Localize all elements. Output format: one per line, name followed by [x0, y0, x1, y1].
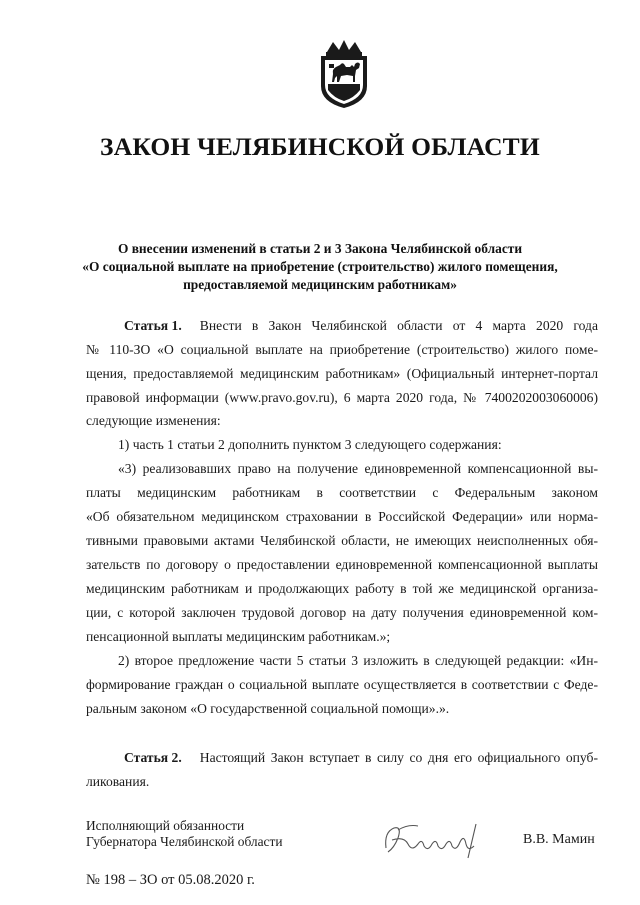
- subtitle-line: «О социальной выплате на приобретение (строительство) жилого помещения,: [82, 259, 558, 274]
- article1-item1: 1) часть 1 статьи 2 дополнить пунктом 3 следующего содержания:: [118, 437, 502, 452]
- law-number: № 198 – ЗО от 05.08.2020 г.: [86, 872, 255, 888]
- article2-text: Настоящий Закон вступает в силу со дня его официального опуб-: [199, 750, 598, 765]
- article1-quote-line: ции, с которой заключен трудовой договор на дату получения единовременной ком-: [86, 605, 598, 620]
- article1-item2-line: ральным законом «О государственной социальной помощи».».: [86, 701, 450, 716]
- article2-first-line: [124, 750, 598, 766]
- signatory-name: В.В. Мамин: [523, 832, 595, 847]
- article2-heading: Статья 2.: [124, 750, 182, 765]
- article2-line: ликования.: [86, 774, 150, 789]
- article1-line: щения, предоставляемой медицинским работникам» (Официальный интернет-портал: [86, 366, 598, 381]
- subtitle-line: О внесении изменений в статьи 2 и 3 Закона Челябинской области: [117, 241, 523, 256]
- article1-line: правовой информации (www.pravo.gov.ru), 6 марта 2020 года, № 7400202003060006): [86, 390, 598, 405]
- law-title: ЗАКОН ЧЕЛЯБИНСКОЙ ОБЛАСТИ: [100, 132, 540, 161]
- signatory-role-line: Исполняющий обязанности: [86, 818, 245, 833]
- article1-quote-line: зательств по договору о предоставлении единовременной компенсационной выплаты: [86, 557, 598, 572]
- chelyabinsk-coat-of-arms-icon: [317, 38, 371, 110]
- article1-quote-line: «Об обязательном медицинском страховании в Российской Федерации» или норма-: [86, 509, 598, 524]
- article1-quote-line: медицинским работникам и продолжающих работу в той же медицинской организа-: [86, 581, 598, 596]
- article1-text: Внести в Закон Челябинской области от 4 марта 2020 года: [199, 318, 598, 333]
- article1-quote-line: тивными правовыми актами Челябинской области, не имеющих неисполненных обя-: [86, 533, 598, 548]
- article1-item2: 2) второе предложение части 5 статьи 3 изложить в следующей редакции: «Ин-: [118, 653, 598, 668]
- article1-line: следующие изменения:: [86, 413, 221, 428]
- handwritten-signature: [378, 818, 490, 862]
- article1-first-line: [124, 318, 598, 334]
- article1-line: № 110-ЗО «О социальной выплате на приобретение (строительство) жилого поме-: [86, 342, 598, 357]
- article1-heading: Статья 1.: [124, 318, 182, 333]
- article1-quote-line: «3) реализовавших право на получение единовременной компенсационной вы-: [118, 461, 598, 476]
- article1-quote-line: платы медицинским работникам в соответствии с Федеральным законом: [86, 485, 598, 500]
- article1-quote-line: пенсационной выплаты медицинским работникам.»;: [86, 629, 391, 644]
- subtitle-line: предоставляемой медицинским работникам»: [183, 277, 457, 292]
- signatory-role-line: Губернатора Челябинской области: [86, 834, 283, 849]
- article1-item2-line: формирование граждан о социальной выплате осуществляется в соответствии с Феде-: [86, 677, 598, 692]
